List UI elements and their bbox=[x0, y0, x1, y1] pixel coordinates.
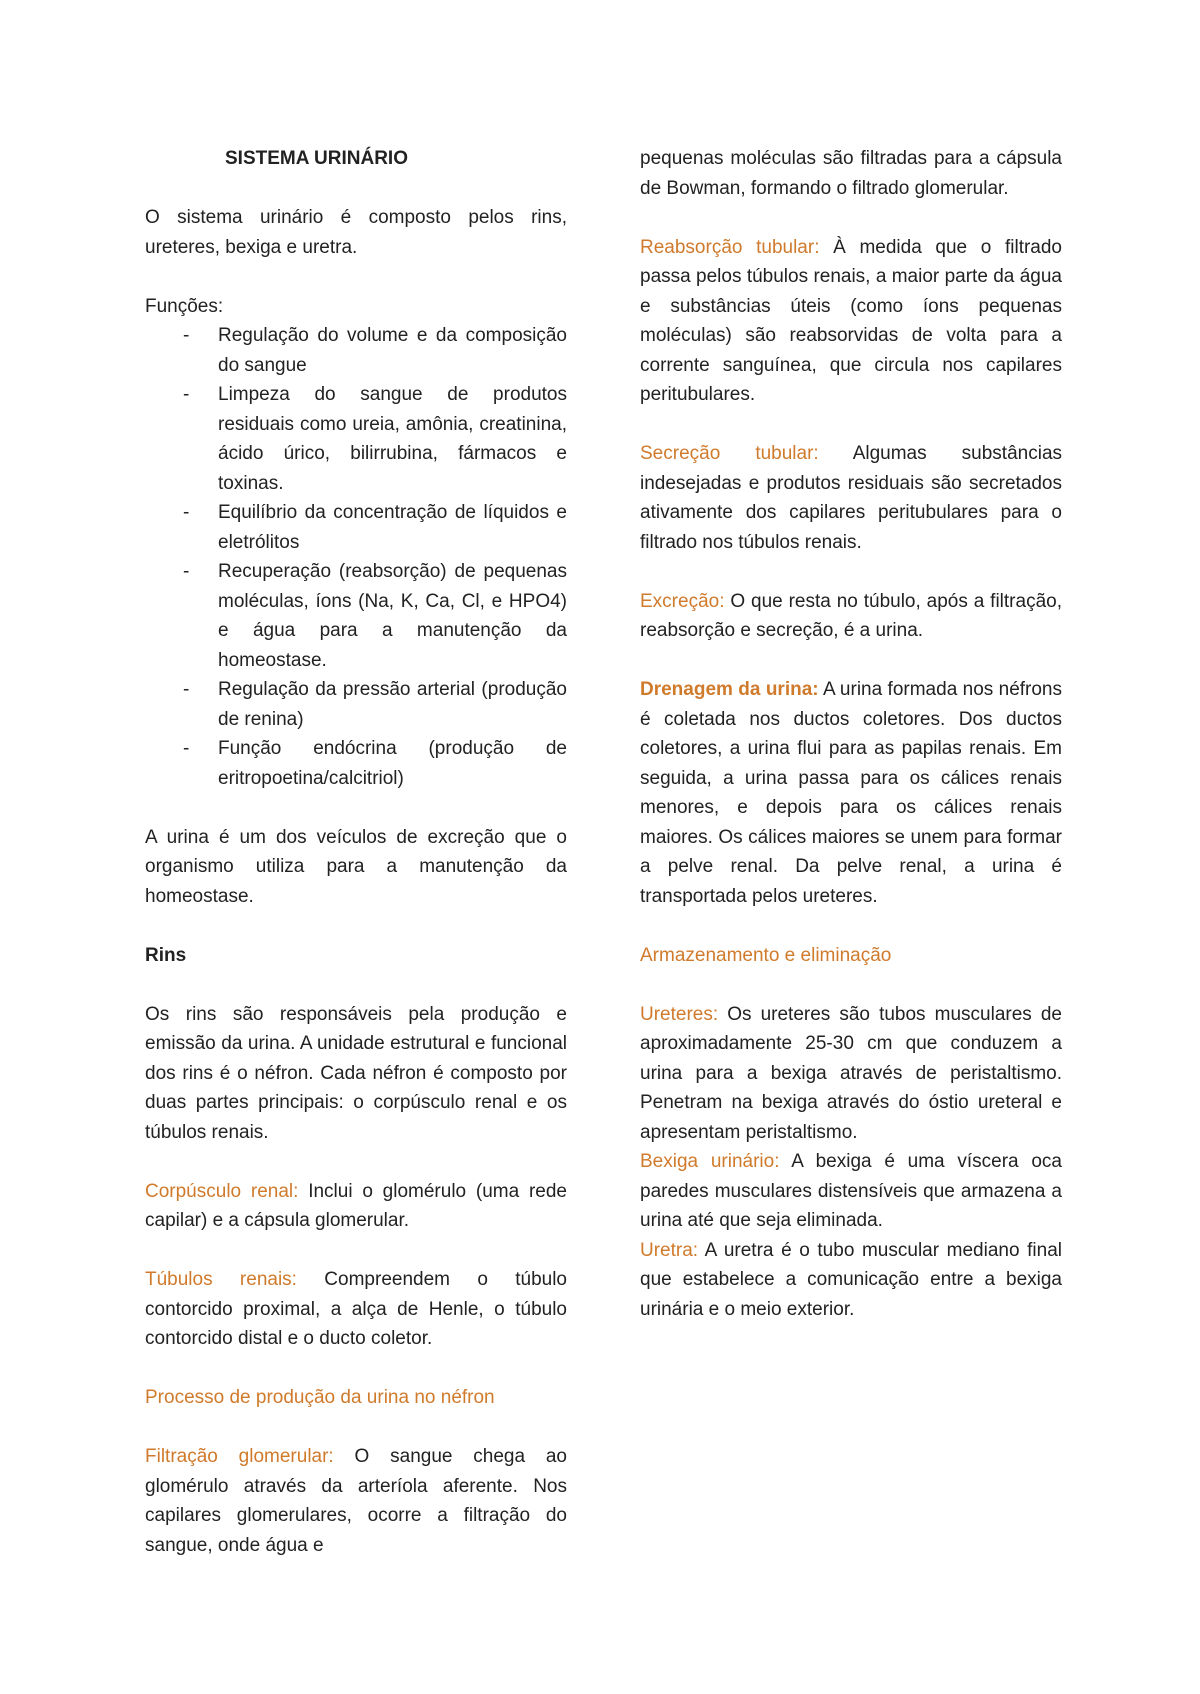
excrecao-label: Excreção: bbox=[640, 590, 725, 612]
filtracao-continuation: pequenas moléculas são filtradas para a cápsula de Bowman, formando o filtrado glomerular. bbox=[640, 148, 1062, 199]
corpusculo-label: Corpúsculo renal: bbox=[145, 1180, 299, 1202]
tubulos-label: Túbulos renais: bbox=[145, 1269, 297, 1290]
bexiga-paragraph: Bexiga urinário: A bexiga é uma víscera oca paredes musculares distensíveis que armazena a urina até que seja eliminada. bbox=[640, 1151, 1062, 1231]
tubulos-paragraph: Túbulos renais: Compreendem o túbulo contorcido proximal, a alça de Henle, o túbulo contorcido distal e o ducto coletor. bbox=[145, 1269, 567, 1349]
excrecao-paragraph: Excreção: O que resta no túbulo, após a filtração, reabsorção e secreção, é a urina. bbox=[640, 590, 1062, 641]
list-item: - Limpeza do sangue de produtos residuais como ureia, amônia, creatinina, ácido úrico, bilirrubina, fármacos e toxinas. bbox=[183, 384, 567, 494]
reabsorcao-paragraph: Reabsorção tubular: À medida que o filtrado passa pelos túbulos renais, a maior parte da água e substâncias úteis (como íons pequenas moléculas) são reabsorvidas de volta para a corrente sanguínea, que circula nos capilares peritubulares. bbox=[640, 236, 1062, 405]
processo-heading: Processo de produção da urina no néfron bbox=[145, 1387, 495, 1408]
filtracao-paragraph: Filtração glomerular: O sangue chega ao glomérulo através da arteríola aferente. Nos capilares glomerulares, ocorre a filtração do sangue, onde água e bbox=[145, 1446, 567, 1556]
uretra-label: Uretra: bbox=[640, 1239, 699, 1261]
ureteres-paragraph: Ureteres: Os ureteres são tubos musculares de aproximadamente 25-30 cm que conduzem a urina para a bexiga através de peristaltismo. Penetram na bexiga através do óstio ureteral e apresentam peristaltismo. bbox=[640, 1003, 1062, 1143]
list-item: - Regulação da pressão arterial (produção de renina) bbox=[183, 679, 567, 730]
uretra-paragraph: Uretra: A uretra é o tubo muscular mediano final que estabelece a comunicação entre a bexiga urinária e o meio exterior. bbox=[640, 1239, 1062, 1320]
list-item: - Regulação do volume e da composição do sangue bbox=[183, 325, 567, 376]
drenagem-paragraph: Drenagem da urina: A urina formada nos néfrons é coletada nos ductos coletores. Dos ductos coletores, a urina flui para as papilas renais. Em seguida, a urina passa para os cálices renais menores, e depois para os cálices renais maiores. Os cálices maiores se unem para formar a pelve renal. Da pelve renal, a urina é transportada pelos ureteres. bbox=[640, 679, 1062, 907]
filtracao-label: Filtração glomerular: bbox=[145, 1446, 334, 1467]
rins-heading: Rins bbox=[145, 944, 187, 966]
page-title: SISTEMA URINÁRIO bbox=[225, 148, 408, 169]
rins-paragraph: Os rins são responsáveis pela produção e emissão da urina. A unidade estrutural e funcional dos rins é o néfron. Cada néfron é composto por duas partes principais: o corpúsculo renal e os túbulos renais. bbox=[145, 1003, 567, 1143]
functions-list bbox=[145, 321, 567, 793]
right-column bbox=[640, 144, 1062, 1324]
list-item: - Recuperação (reabsorção) de pequenas moléculas, íons (Na, K, Ca, Cl, e HPO4) e água para a manutenção da homeostase. bbox=[183, 561, 567, 671]
reabsorcao-label: Reabsorção tubular: bbox=[640, 236, 820, 258]
secrecao-paragraph: Secreção tubular: Algumas substâncias indesejadas e produtos residuais são secretados ativamente dos capilares peritubulares para o filtrado nos túbulos renais. bbox=[640, 443, 1063, 553]
left-column bbox=[145, 144, 567, 1560]
functions-label: Funções: bbox=[145, 295, 224, 317]
urine-paragraph: A urina é um dos veículos de excreção que o organismo utiliza para a manutenção da homeostase. bbox=[145, 826, 567, 907]
list-item: - Função endócrina (produção de eritropoetina/calcitriol) bbox=[183, 738, 567, 789]
secrecao-label: Secreção tubular: bbox=[640, 443, 819, 464]
list-item: - Equilíbrio da concentração de líquidos e eletrólitos bbox=[183, 502, 567, 553]
corpusculo-paragraph: Corpúsculo renal: Inclui o glomérulo (uma rede capilar) e a cápsula glomerular. bbox=[145, 1180, 567, 1231]
bexiga-label: Bexiga urinário: bbox=[640, 1151, 780, 1172]
drenagem-label: Drenagem da urina: bbox=[640, 679, 819, 700]
ureteres-label: Ureteres: bbox=[640, 1003, 719, 1025]
intro-paragraph: O sistema urinário é composto pelos rins, ureteres, bexiga e uretra. bbox=[145, 207, 567, 258]
armazenamento-heading: Armazenamento e eliminação bbox=[640, 944, 892, 966]
